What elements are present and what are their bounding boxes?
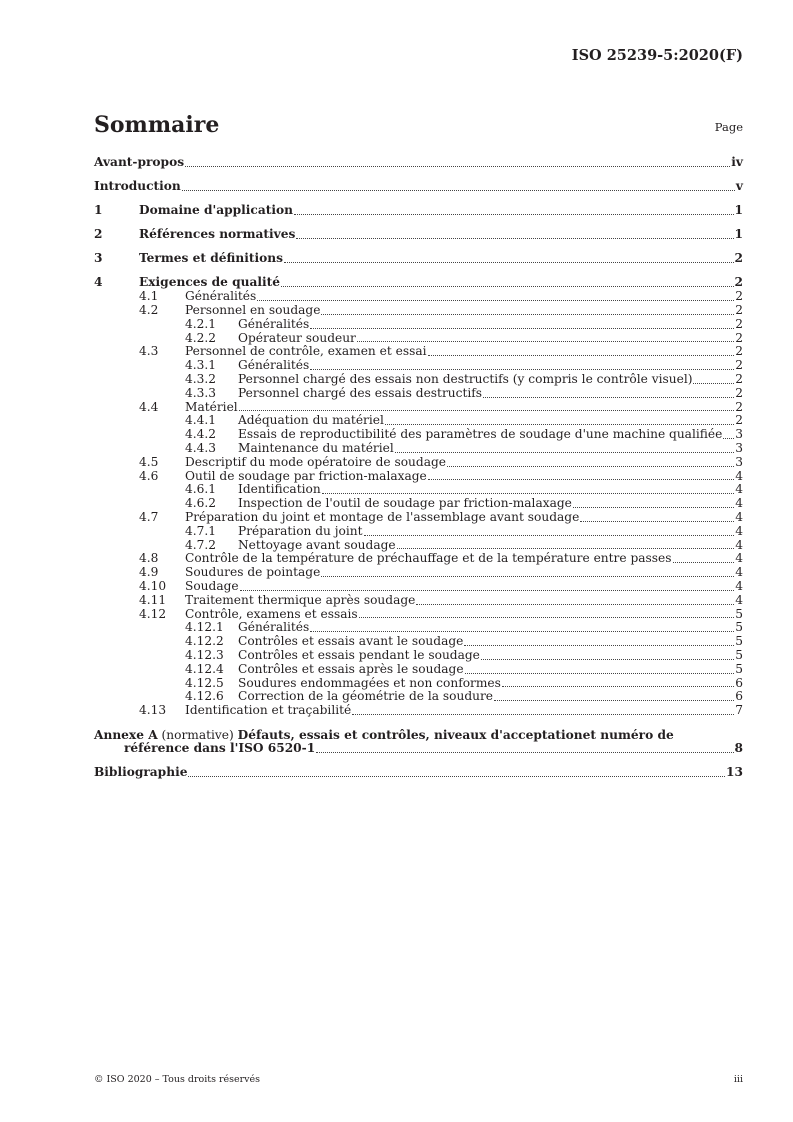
toc-entry-label: Inspection de l'outil de soudage par friction-malaxage — [238, 496, 572, 511]
annex-prefix: Annexe A — [94, 728, 158, 743]
toc-entry-label: Identification et traçabilité — [185, 703, 352, 718]
dot-leader — [428, 355, 735, 356]
dot-leader — [397, 548, 735, 549]
dot-leader — [395, 452, 734, 453]
dot-leader — [580, 521, 734, 522]
toc-entry-number: 4.4.3 — [185, 441, 217, 456]
toc-entry-page: 6 — [735, 689, 743, 704]
toc-entry-4-3[interactable] — [94, 345, 743, 359]
dot-leader — [239, 410, 735, 411]
toc-entry-label: Contrôles et essais après le soudage — [238, 661, 464, 676]
toc-entry-number: 4.13 — [139, 703, 167, 718]
toc-entry-1[interactable] — [94, 204, 743, 218]
toc-entry-page: 3 — [735, 441, 743, 456]
table-of-contents — [94, 156, 743, 780]
dot-leader — [693, 383, 734, 384]
toc-entry-label: Termes et définitions — [139, 251, 283, 266]
dot-leader — [357, 341, 734, 342]
toc-entry-page: 4 — [735, 496, 743, 511]
copyright-notice: © ISO 2020 – Tous droits réservés — [94, 1074, 261, 1085]
toc-entry-4-7-1[interactable] — [94, 525, 743, 539]
toc-entry-4-5[interactable] — [94, 456, 743, 470]
dot-leader — [352, 714, 734, 715]
dot-leader — [481, 659, 734, 660]
toc-entry-label: Identification — [238, 482, 321, 497]
toc-entry-page: 2 — [735, 316, 743, 331]
toc-entry-number: 3 — [94, 251, 103, 266]
toc-entry-label: Contrôle de la température de préchauffage et de la température entre passes — [185, 551, 672, 566]
toc-entry-4-2-1[interactable] — [94, 318, 743, 332]
dot-leader — [447, 466, 734, 467]
toc-entry-4-13[interactable] — [94, 704, 743, 718]
dot-leader — [483, 397, 734, 398]
toc-entry-avant-propos[interactable] — [94, 156, 743, 170]
toc-entry-page: 2 — [735, 399, 743, 414]
toc-entry-4-7-2[interactable] — [94, 539, 743, 553]
dot-leader — [416, 604, 734, 605]
toc-entry-number: 4.10 — [139, 579, 167, 593]
dot-leader — [185, 166, 730, 167]
toc-entry-number: 4.2.2 — [185, 330, 217, 345]
toc-entry-page: 7 — [735, 703, 743, 718]
toc-entry-page: 3 — [735, 427, 743, 442]
toc-entry-label: Correction de la géométrie de la soudure — [238, 689, 494, 704]
toc-entry-number: 4.4.1 — [185, 413, 217, 428]
toc-entry-4-8[interactable] — [94, 552, 743, 566]
toc-entry-4-6[interactable] — [94, 470, 743, 484]
toc-entry-4-3-3[interactable] — [94, 387, 743, 401]
toc-entry-number: 4.12.1 — [185, 620, 224, 635]
dot-leader — [502, 686, 734, 687]
toc-entry-4-12-4[interactable] — [94, 663, 743, 677]
dot-leader — [294, 214, 734, 215]
toc-entry-4-7[interactable] — [94, 511, 743, 525]
toc-entry-page: iv — [731, 155, 743, 169]
toc-entry-4-12-5[interactable] — [94, 677, 743, 691]
toc-entry-number: 4.3.3 — [185, 385, 217, 400]
toc-entry-number: 4.3 — [139, 344, 159, 359]
dot-leader — [494, 700, 734, 701]
toc-entry-page: v — [735, 179, 743, 194]
toc-entry-number: 4.12.2 — [185, 634, 224, 649]
toc-entry-label: Contrôle, examens et essais — [185, 606, 358, 621]
toc-entry-label: Préparation du joint et montage de l'assemblage avant soudage — [185, 510, 580, 525]
toc-entry-number: 4.6.2 — [185, 496, 217, 511]
toc-entry-introduction[interactable] — [94, 180, 743, 194]
toc-entry-4-4[interactable] — [94, 401, 743, 415]
toc-entry-label: Outil de soudage par friction-malaxage — [185, 468, 427, 483]
toc-entry-number: 4.12 — [139, 606, 167, 621]
dot-leader — [321, 576, 734, 577]
toc-entry-2[interactable] — [94, 228, 743, 242]
toc-entry-page: 4 — [735, 592, 743, 607]
page-footer — [94, 1074, 743, 1085]
toc-entry-page: 2 — [735, 372, 743, 387]
toc-entry-label: Références normatives — [139, 227, 296, 242]
toc-entry-label: Personnel en soudage — [185, 303, 321, 318]
toc-entry-label: Exigences de qualité — [139, 275, 281, 290]
toc-entry-number: 4.3.1 — [185, 358, 217, 373]
toc-entry-label: Matériel — [185, 399, 238, 414]
toc-entry-label: Soudage — [185, 579, 239, 593]
toc-entry-label: Introduction — [94, 179, 181, 194]
toc-entry-4-12-3[interactable] — [94, 649, 743, 663]
toc-entry-label: Domaine d'application — [139, 203, 293, 218]
toc-entry-number: 4.9 — [139, 565, 159, 580]
toc-entry-bibliographie[interactable] — [94, 766, 743, 780]
toc-entry-number: 4.12.4 — [185, 661, 224, 676]
toc-entry-page: 5 — [735, 647, 743, 662]
toc-entry-page: 5 — [735, 661, 743, 676]
toc-entry-page: 4 — [735, 510, 743, 525]
toc-entry-4-10[interactable] — [94, 580, 743, 594]
toc-entry-4-3-1[interactable] — [94, 359, 743, 373]
toc-entry-page: 1 — [734, 227, 743, 242]
toc-entry-number: 4.12.3 — [185, 647, 224, 662]
toc-entry-page: 5 — [735, 634, 743, 649]
toc-entry-page: 4 — [735, 523, 743, 538]
document-id: ISO 25239-5:2020(F) — [571, 47, 743, 64]
dot-leader — [573, 507, 734, 508]
toc-entry-4-11[interactable] — [94, 594, 743, 608]
dot-leader — [316, 752, 733, 753]
dot-leader — [359, 617, 735, 618]
page-number: iii — [733, 1074, 743, 1085]
toc-entry-4-6-2[interactable] — [94, 497, 743, 511]
toc-entry-page: 4 — [735, 579, 743, 593]
dot-leader — [322, 493, 735, 494]
toc-entry-number: 4.12.5 — [185, 675, 224, 690]
toc-entry-page: 2 — [734, 275, 743, 290]
toc-entry-page: 2 — [735, 330, 743, 345]
toc-entry-page: 4 — [735, 565, 743, 580]
toc-entry-4-12-6[interactable] — [94, 690, 743, 704]
toc-entry-label: Généralités — [238, 316, 310, 331]
dot-leader — [310, 328, 734, 329]
dot-leader — [385, 424, 734, 425]
toc-entry-page: 2 — [735, 413, 743, 428]
toc-entry-label: Essais de reproductibilité des paramètres de soudage d'une machine qualifiée — [238, 427, 723, 442]
toc-entry-page: 4 — [735, 551, 743, 566]
toc-entry-number: 1 — [94, 203, 103, 218]
toc-entry-number: 4.6.1 — [185, 482, 217, 497]
toc-entry-page: 4 — [735, 482, 743, 497]
toc-entry-page: 5 — [735, 620, 743, 635]
dot-leader — [240, 590, 735, 591]
dot-leader — [188, 776, 725, 777]
toc-entry-page: 2 — [735, 344, 743, 359]
toc-entry-number: 4.4.2 — [185, 427, 217, 442]
toc-entry-page: 8 — [734, 741, 743, 756]
toc-entry-page: 2 — [735, 303, 743, 318]
page-title: Sommaire — [94, 112, 220, 138]
annex-title-line2: référence dans l'ISO 6520-1 — [124, 741, 316, 756]
toc-entry-page: 5 — [735, 606, 743, 621]
toc-entry-4-4-3[interactable] — [94, 442, 743, 456]
toc-entry-label: Traitement thermique après soudage — [185, 592, 416, 607]
toc-entry-label: Maintenance du matériel — [238, 441, 394, 456]
dot-leader — [296, 238, 733, 239]
toc-entry-number: 4.7.1 — [185, 523, 217, 538]
toc-entry-4-1[interactable] — [94, 290, 743, 304]
toc-entry-label: Préparation du joint — [238, 523, 363, 538]
toc-entry-number: 4.5 — [139, 454, 159, 469]
page-column-label: Page — [714, 120, 743, 134]
dot-leader — [465, 673, 735, 674]
toc-entry-number: 4.3.2 — [185, 372, 217, 387]
toc-entry-page: 6 — [735, 675, 743, 690]
toc-entry-4-6-1[interactable] — [94, 483, 743, 497]
toc-entry-label: Bibliographie — [94, 765, 188, 780]
toc-entry-4-12-2[interactable] — [94, 635, 743, 649]
toc-entry-number: 2 — [94, 227, 103, 242]
toc-entry-number: 4.7 — [139, 510, 159, 525]
toc-entry-label: Généralités — [185, 289, 257, 304]
toc-entry-label: Soudures de pointage — [185, 565, 321, 580]
dot-leader — [723, 438, 734, 439]
toc-entry-label: Généralités — [238, 620, 310, 635]
toc-entry-4[interactable] — [94, 276, 743, 290]
toc-entry-page: 1 — [734, 203, 743, 218]
toc-entry-number: 4.12.6 — [185, 689, 224, 704]
toc-entry-annex-a-continuation[interactable] — [94, 742, 743, 756]
toc-entry-page: 2 — [734, 251, 743, 266]
toc-entry-label: Avant-propos — [94, 155, 185, 169]
toc-entry-4-4-1[interactable] — [94, 414, 743, 428]
toc-entry-page: 2 — [735, 358, 743, 373]
toc-entry-4-12-1[interactable] — [94, 621, 743, 635]
dot-leader — [284, 262, 734, 263]
toc-entry-label: Descriptif du mode opératoire de soudage — [185, 454, 446, 469]
toc-entry-number: 4.1 — [139, 289, 159, 304]
toc-entry-4-2[interactable] — [94, 304, 743, 318]
annex-title-line1: Défauts, essais et contrôles, niveaux d'acceptationet numéro de — [237, 728, 674, 743]
toc-entry-4-2-2[interactable] — [94, 332, 743, 346]
toc-entry-label: Opérateur soudeur — [238, 330, 356, 345]
toc-entry-page: 3 — [735, 454, 743, 469]
toc-entry-4-4-2[interactable] — [94, 428, 743, 442]
dot-leader — [182, 190, 735, 191]
toc-entry-number: 4.8 — [139, 551, 159, 566]
dot-leader — [310, 631, 734, 632]
toc-entry-page: 13 — [726, 765, 743, 780]
toc-entry-label: Généralités — [238, 358, 310, 373]
toc-entry-page: 2 — [735, 385, 743, 400]
toc-entry-label: Contrôles et essais avant le soudage — [238, 634, 464, 649]
dot-leader — [281, 286, 733, 287]
dot-leader — [464, 645, 734, 646]
toc-entry-3[interactable] — [94, 252, 743, 266]
toc-entry-label: Contrôles et essais pendant le soudage — [238, 647, 480, 662]
toc-entry-page: 2 — [735, 289, 743, 304]
toc-entry-label: Personnel chargé des essais destructifs — [238, 385, 483, 400]
toc-entry-page: 4 — [735, 537, 743, 552]
dot-leader — [673, 562, 735, 563]
toc-entry-number: 4 — [94, 275, 103, 290]
toc-entry-4-12[interactable] — [94, 608, 743, 622]
dot-leader — [321, 314, 734, 315]
toc-entry-number: 4.4 — [139, 399, 159, 414]
toc-entry-number: 4.11 — [139, 592, 167, 607]
dot-leader — [364, 535, 735, 536]
toc-entry-label: Soudures endommagées et non conformes — [238, 675, 501, 690]
toc-entry-4-9[interactable] — [94, 566, 743, 580]
toc-entry-number: 4.2.1 — [185, 316, 217, 331]
toc-entry-4-3-2[interactable] — [94, 373, 743, 387]
dot-leader — [310, 369, 734, 370]
toc-entry-label: Personnel de contrôle, examen et essai — [185, 344, 427, 359]
toc-entry-page: 4 — [735, 468, 743, 483]
dot-leader — [257, 300, 734, 301]
toc-entry-number: 4.7.2 — [185, 537, 217, 552]
toc-entry-label: Personnel chargé des essais non destructifs (y compris le contrôle visuel) — [238, 372, 693, 387]
toc-entry-annex-a[interactable] — [94, 728, 743, 742]
annex-qualifier: (normative) — [161, 728, 234, 743]
toc-entry-number: 4.2 — [139, 303, 159, 318]
toc-entry-number: 4.6 — [139, 468, 159, 483]
toc-entry-label: Adéquation du matériel — [238, 413, 384, 428]
toc-entry-label: Nettoyage avant soudage — [238, 537, 396, 552]
dot-leader — [428, 479, 734, 480]
